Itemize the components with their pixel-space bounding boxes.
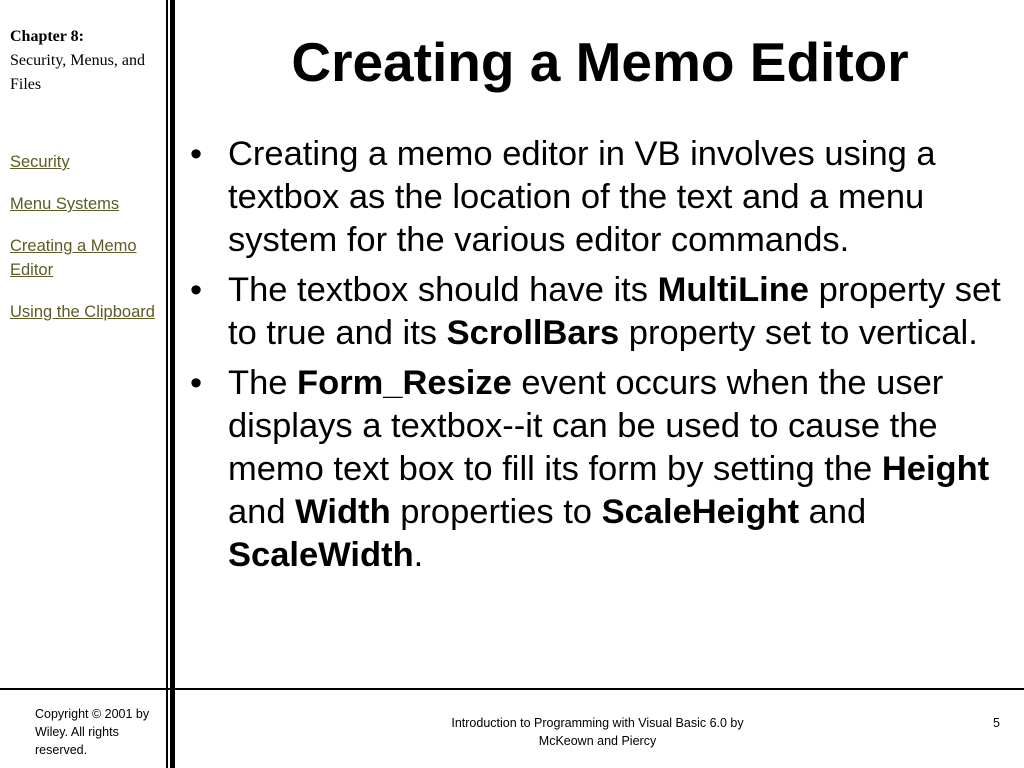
bullet-text: . <box>413 536 424 574</box>
bullet-item <box>190 269 1018 355</box>
slide-title: Creating a Memo Editor <box>291 31 909 93</box>
nav-link-using-clipboard[interactable]: Using the Clipboard <box>10 303 155 321</box>
bullet-dot-icon: • <box>190 135 203 173</box>
bullet-keyword: Width <box>295 493 391 531</box>
bullet-list <box>190 133 1018 584</box>
chapter-title: Chapter 8: <box>10 28 84 45</box>
bullet-keyword: ScaleWidth <box>228 536 414 574</box>
bullet-keyword: ScaleHeight <box>601 493 800 531</box>
book-citation: Introduction to Programming with Visual Basic 6.0 by McKeown and Piercy <box>451 716 744 748</box>
bullet-text: The textbox should have its <box>228 271 658 309</box>
bullet-text: event occurs when the user displays a textbox--it can be used to cause the memo text box to fill its form by setting the <box>228 364 944 488</box>
copyright-text: Copyright © 2001 by Wiley. All rights reserved. <box>35 707 150 757</box>
bullet-keyword: MultiLine <box>657 271 809 309</box>
bullet-text: property set to vertical. <box>619 314 978 352</box>
chapter-heading <box>10 25 160 97</box>
bullet-text: and <box>228 493 296 531</box>
bullet-dot-icon: • <box>190 271 203 309</box>
nav-link-menu-systems[interactable]: Menu Systems <box>10 195 120 213</box>
bullet-item <box>190 362 1018 577</box>
bullet-keyword: Form_Resize <box>297 364 512 402</box>
bullet-text: Creating a memo editor in VB involves using a textbox as the location of the text and a menu system for the various editor commands. <box>228 135 936 259</box>
page-number: 5 <box>993 716 1000 730</box>
bullet-text: property set to true and its <box>228 271 1001 352</box>
nav-link-creating-memo-editor[interactable]: Creating a Memo Editor <box>10 237 137 279</box>
chapter-nav <box>10 150 160 342</box>
sidebar-divider-thin <box>166 0 168 768</box>
chapter-subtitle: Security, Menus, and Files <box>10 52 145 93</box>
sidebar <box>0 0 165 688</box>
footer-divider <box>0 688 1024 690</box>
sidebar-divider-thick <box>170 0 175 768</box>
bullet-item <box>190 133 1018 262</box>
bullet-text: properties to <box>390 493 602 531</box>
bullet-text: The <box>228 364 298 402</box>
bullet-text: and <box>799 493 867 531</box>
bullet-keyword: Height <box>881 450 990 488</box>
bullet-keyword: ScrollBars <box>446 314 620 352</box>
nav-link-security[interactable]: Security <box>10 153 70 171</box>
bullet-dot-icon: • <box>190 364 203 402</box>
